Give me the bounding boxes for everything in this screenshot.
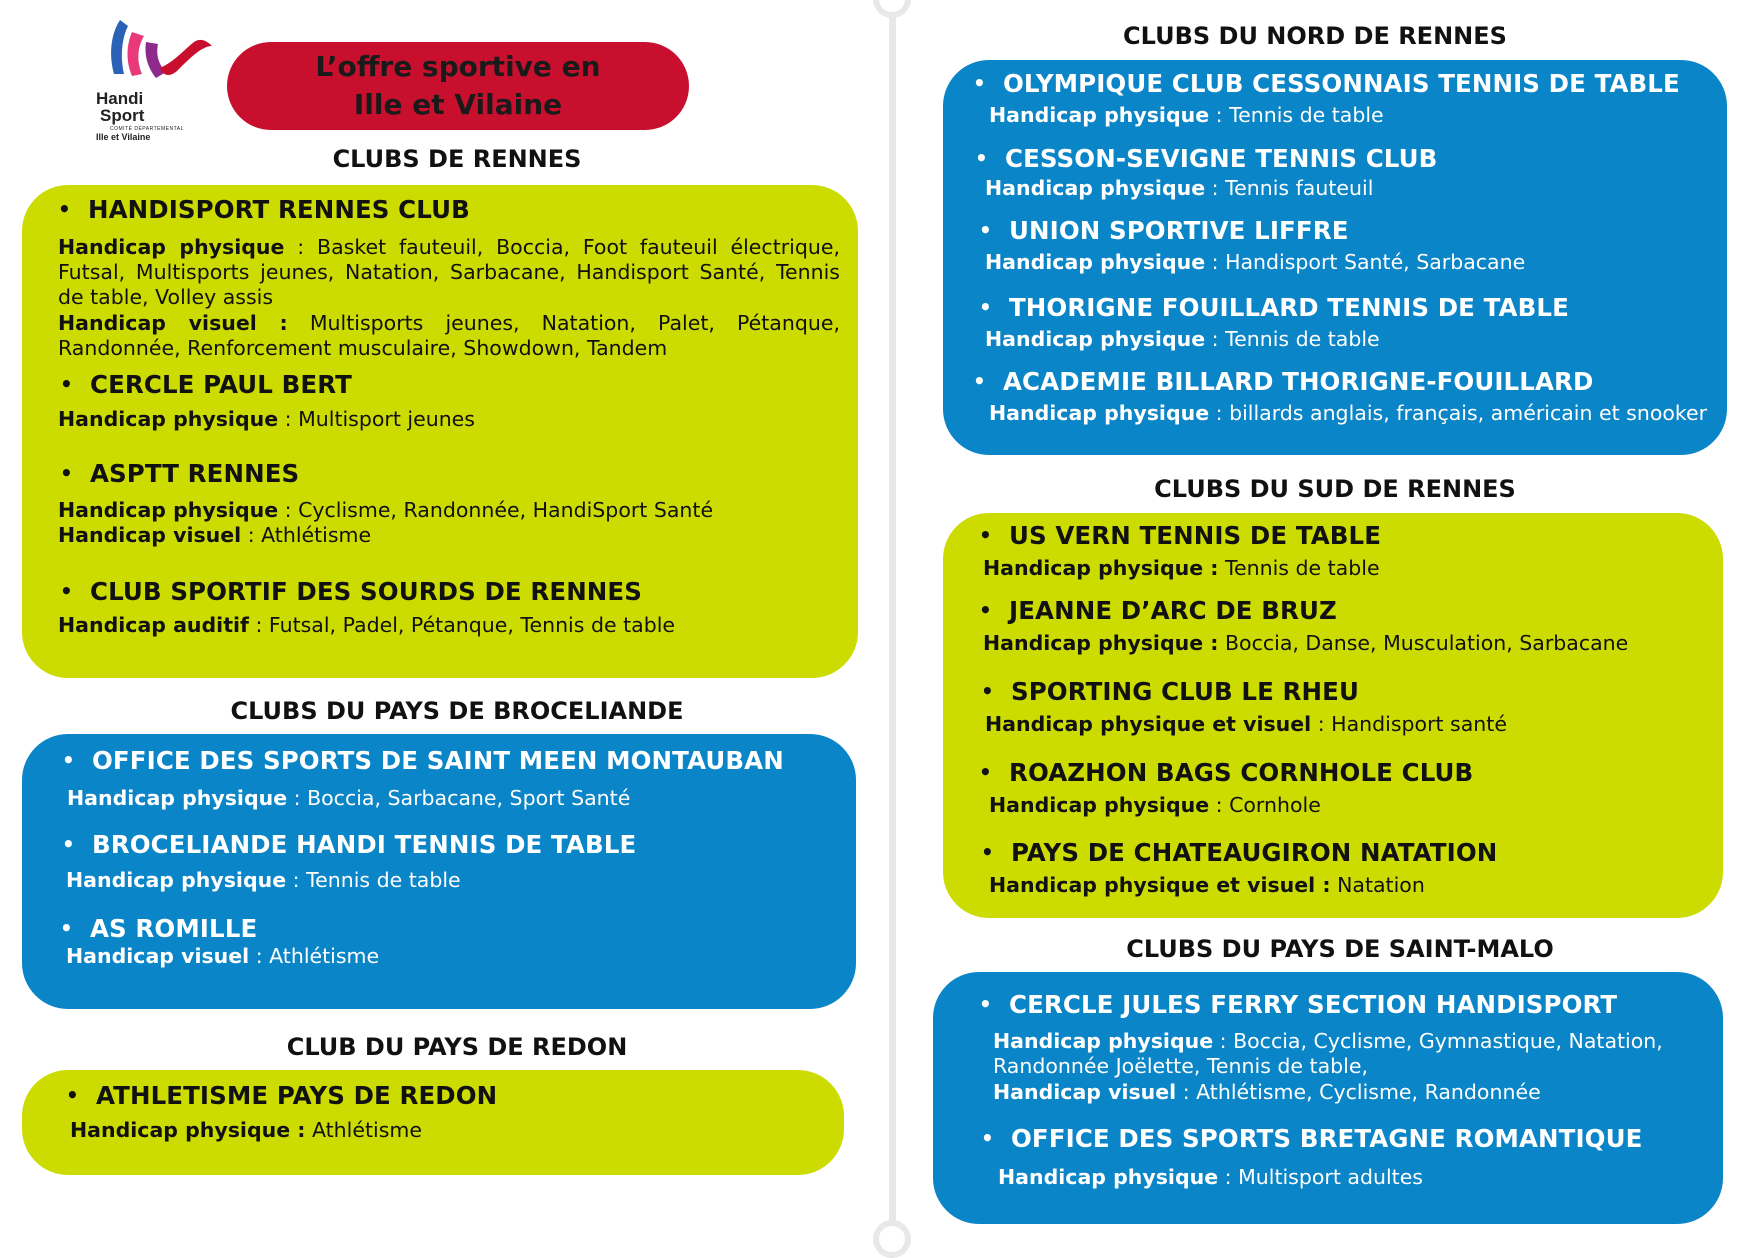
box-rennes: [22, 185, 858, 678]
sports-list: : Tennis de table: [286, 868, 461, 892]
handisport-logo: [90, 12, 230, 152]
club-description: [58, 311, 840, 361]
sports-list: : Boccia, Cyclisme, Gymnastique, Natation,: [1213, 1029, 1663, 1053]
sports-list: : Cornhole: [1209, 793, 1321, 817]
club-description: [66, 868, 461, 893]
handicap-label: Handicap physique et visuel :: [989, 873, 1331, 897]
handicap-label: Handicap physique: [985, 250, 1206, 274]
logo-text-handi: Handi: [96, 89, 144, 108]
section-title-saintmalo: CLUBS DU PAYS DE SAINT-MALO: [1126, 935, 1554, 963]
handicap-label: Handicap physique: [58, 407, 279, 431]
page-title-line-2: Ille et Vilaine: [353, 88, 563, 121]
handicap-label: Handicap physique :: [983, 631, 1219, 655]
box-nord: [943, 60, 1727, 455]
club-name: • ASPTT RENNES: [60, 459, 299, 488]
handicap-label: Handicap physique: [67, 786, 288, 810]
box-saintmalo: [933, 972, 1723, 1224]
club-description: [985, 176, 1373, 201]
handicap-label: Handicap physique: [989, 103, 1210, 127]
sports-list: : Athlétisme, Cyclisme, Randonnée: [1176, 1080, 1541, 1104]
club-description: [993, 1029, 1663, 1054]
sports-list: : Athlétisme: [249, 944, 380, 968]
section-title-broceliande: CLUBS DU PAYS DE BROCELIANDE: [230, 697, 684, 725]
club-name: • JEANNE D’ARC DE BRUZ: [979, 596, 1337, 625]
handicap-label: Handicap visuel: [993, 1080, 1177, 1104]
logo-text-comite: COMITÉ DÉPARTEMENTAL: [110, 126, 184, 132]
club-name: • HANDISPORT RENNES CLUB: [58, 195, 470, 224]
handisport-logo-icon: [90, 12, 230, 92]
sports-list: : Cyclisme, Randonnée, HandiSport Santé: [278, 498, 714, 522]
club-name: • ACADEMIE BILLARD THORIGNE-FOUILLARD: [973, 367, 1593, 396]
handicap-label: Handicap physique: [985, 327, 1206, 351]
sports-list: Tennis de table: [1218, 556, 1380, 580]
club-description: [67, 786, 630, 811]
club-description: [983, 556, 1380, 581]
club-name: • OFFICE DES SPORTS DE SAINT MEEN MONTAUBAN: [62, 746, 784, 775]
sports-list: : Handisport Santé, Sarbacane: [1205, 250, 1526, 274]
club-description: [993, 1080, 1541, 1105]
club-name: • AS ROMILLE: [60, 914, 257, 943]
club-name: • ATHLETISME PAYS DE REDON: [66, 1081, 497, 1110]
handicap-label: Handicap physique: [989, 401, 1210, 425]
club-name: • CERCLE JULES FERRY SECTION HANDISPORT: [979, 990, 1617, 1019]
handicap-label: Handicap physique: [58, 498, 279, 522]
club-description: [989, 793, 1321, 818]
club-name: • CERCLE PAUL BERT: [60, 370, 352, 399]
club-description: [983, 631, 1628, 656]
logo-text-sport: Sport: [100, 106, 145, 125]
page-title: [227, 42, 689, 130]
club-description: [998, 1165, 1423, 1190]
handicap-label: Handicap auditif: [58, 613, 249, 637]
sports-list: : Tennis de table: [1205, 327, 1380, 351]
handicap-label: Handicap physique: [993, 1029, 1214, 1053]
club-name: • CLUB SPORTIF DES SOURDS DE RENNES: [60, 577, 642, 606]
club-name: • US VERN TENNIS DE TABLE: [979, 521, 1381, 550]
club-description: [989, 103, 1384, 128]
club-description: [58, 498, 713, 523]
handicap-label: Handicap visuel :: [58, 311, 288, 335]
sports-list: : Multisport adultes: [1218, 1165, 1423, 1189]
box-sud: [943, 513, 1723, 918]
club-description: [66, 944, 379, 969]
handicap-label: Handicap visuel: [66, 944, 250, 968]
section-title-sud: CLUBS DU SUD DE RENNES: [1154, 475, 1516, 503]
sports-list: : Multisport jeunes: [278, 407, 475, 431]
section-title-rennes: CLUBS DE RENNES: [332, 145, 582, 173]
sports-list: : billards anglais, français, américain et snooker: [1209, 401, 1708, 425]
club-name: • PAYS DE CHATEAUGIRON NATATION: [981, 838, 1497, 867]
club-name: • SPORTING CLUB LE RHEU: [981, 677, 1359, 706]
sports-list: : Athlétisme: [241, 523, 372, 547]
club-description: [58, 613, 675, 638]
club-description: Randonnée Joëlette, Tennis de table,: [993, 1054, 1368, 1078]
club-description: [58, 407, 475, 432]
sports-list: Athlétisme: [305, 1118, 422, 1142]
club-name: • OFFICE DES SPORTS BRETAGNE ROMANTIQUE: [981, 1124, 1642, 1153]
club-name: • OLYMPIQUE CLUB CESSONNAIS TENNIS DE TABLE: [973, 69, 1680, 98]
sports-list: : Boccia, Sarbacane, Sport Santé: [287, 786, 631, 810]
handicap-label: Handicap physique: [985, 176, 1206, 200]
divider-circle-bottom: [873, 1220, 911, 1258]
handicap-label: Handicap physique :: [70, 1118, 306, 1142]
handicap-label: Handicap physique: [66, 868, 287, 892]
sports-list: Boccia, Danse, Musculation, Sarbacane: [1218, 631, 1629, 655]
page-title-line-1: L’offre sportive en: [315, 50, 601, 83]
club-name: • CESSON-SEVIGNE TENNIS CLUB: [975, 144, 1437, 173]
sports-list: : Handisport santé: [1311, 712, 1507, 736]
logo-text-region: Ille et Vilaine: [96, 132, 151, 142]
sports-list: : Tennis de table: [1209, 103, 1384, 127]
club-name: • UNION SPORTIVE LIFFRE: [979, 216, 1349, 245]
club-name: • ROAZHON BAGS CORNHOLE CLUB: [979, 758, 1473, 787]
box-redon: [22, 1070, 844, 1175]
handicap-label: Handicap physique :: [983, 556, 1219, 580]
club-description: [58, 235, 840, 310]
sports-list: Natation: [1330, 873, 1425, 897]
handicap-label: Handicap physique: [998, 1165, 1219, 1189]
section-title-nord: CLUBS DU NORD DE RENNES: [1123, 22, 1507, 50]
handicap-label: Handicap physique: [989, 793, 1210, 817]
club-description: [985, 250, 1525, 275]
club-description: [70, 1118, 422, 1143]
club-description: [985, 712, 1507, 737]
club-name: • THORIGNE FOUILLARD TENNIS DE TABLE: [979, 293, 1569, 322]
sports-list: : Tennis fauteuil: [1205, 176, 1374, 200]
club-name: • BROCELIANDE HANDI TENNIS DE TABLE: [62, 830, 636, 859]
club-description: [989, 873, 1425, 898]
sports-list: : Futsal, Padel, Pétanque, Tennis de table: [248, 613, 676, 637]
sports-list: Multisports jeunes, Natation, Palet, Pétanque, Randonnée, Renforcement musculaire, Showdown, Tandem: [58, 311, 840, 360]
handicap-label: Handicap physique: [58, 235, 285, 259]
sports-list: : Basket fauteuil, Boccia, Foot fauteuil électrique, Futsal, Multisports jeunes, Natation, Sarbacane, Handisport Santé, Tennis de table, Volley assis: [58, 235, 840, 309]
divider-circle-top: [873, 0, 911, 18]
handicap-label: Handicap physique et visuel: [985, 712, 1312, 736]
box-broceliande: [22, 734, 856, 1009]
club-description: [58, 523, 371, 548]
section-title-redon: CLUB DU PAYS DE REDON: [286, 1033, 628, 1061]
handicap-label: Handicap visuel: [58, 523, 242, 547]
club-description: [985, 327, 1380, 352]
club-description: [989, 401, 1707, 426]
